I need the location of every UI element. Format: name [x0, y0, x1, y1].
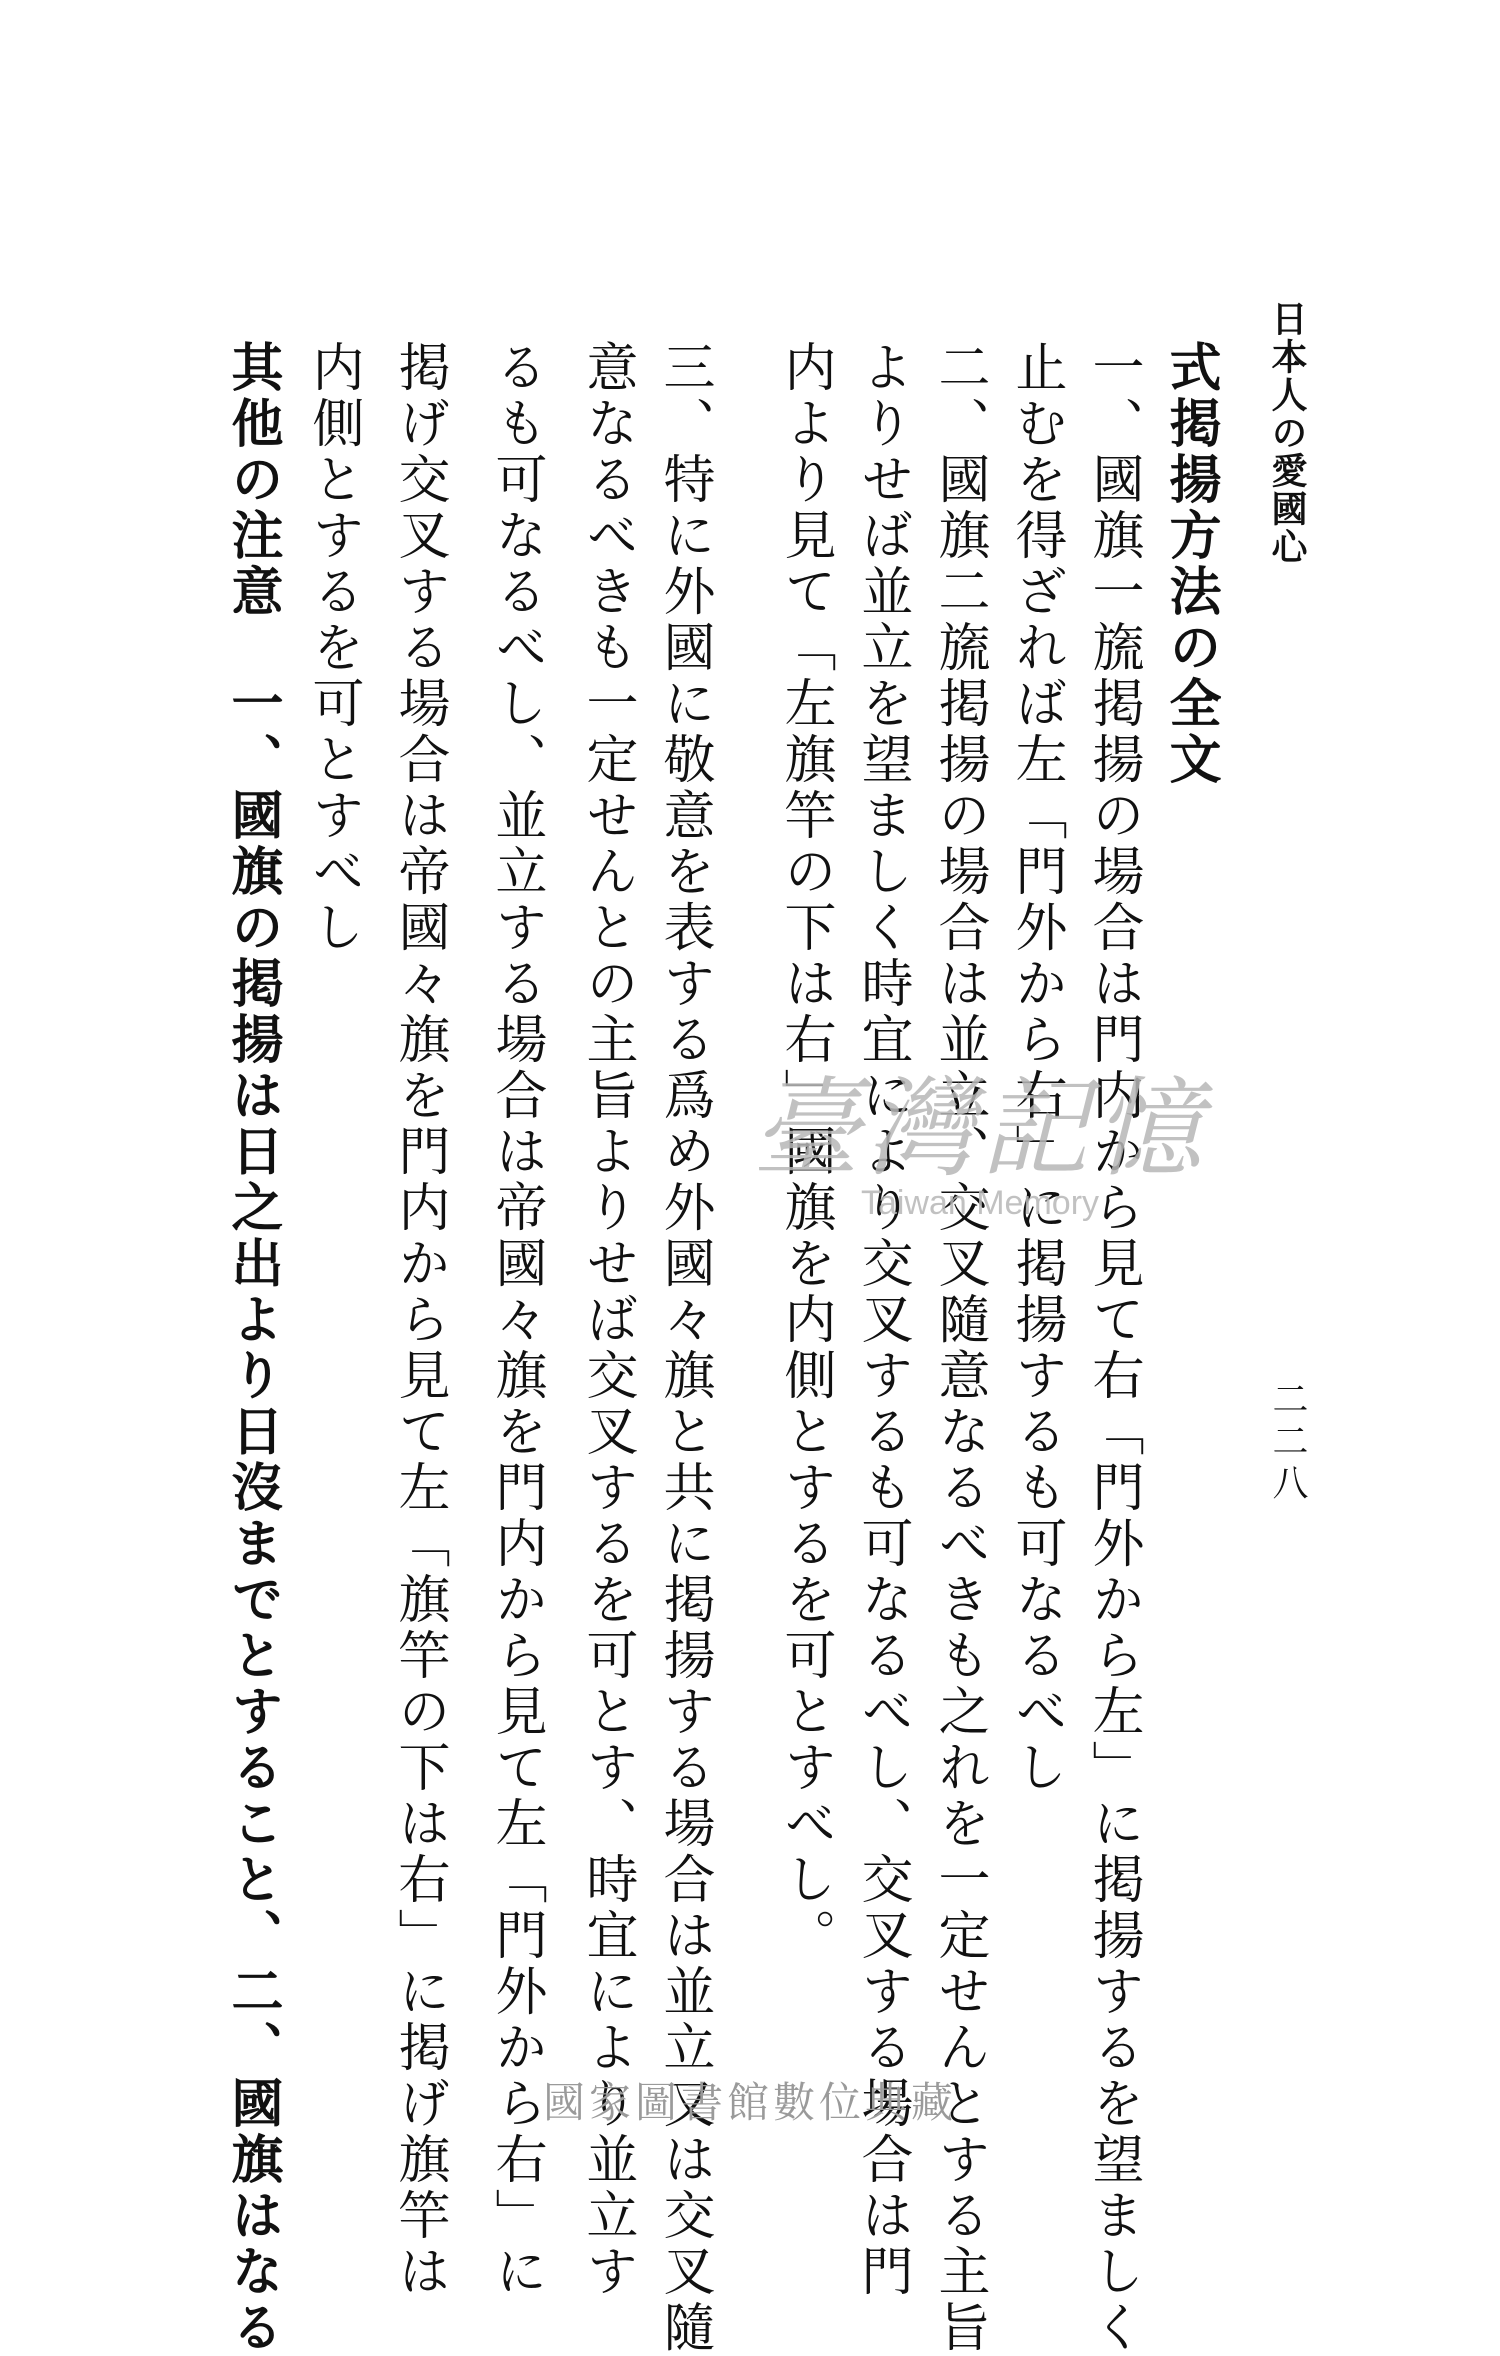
text-column-4: よりせば並立を望ましく時宜により交叉するも可なるべし、交叉する場合は門	[852, 340, 912, 2300]
text-column-3: 二、國旗二旒掲揚の場合は並立、交叉隨意なるべきも之れを一定せんとする主旨	[929, 340, 989, 2356]
text-column-8: るも可なるべし、並立する場合は帝國々旗を門内から見て左「門外から右」に	[486, 340, 546, 2300]
section-heading: 式掲揚方法の全文	[1160, 340, 1221, 788]
text-column-1: 一、國旗一旒掲揚の場合は門内から見て右「門外から左」に掲揚するを望ましく	[1083, 340, 1143, 2356]
notes-column: 其他の注意 一、國旗の掲揚は日之出より日沒までとすること、二、國旗はなる	[222, 340, 283, 2356]
text-column-10: 内側とするを可とすべし	[303, 340, 363, 956]
text-column-5: 内より見て「左旗竿の下は右」國旗を内側とするを可とすべし。	[775, 340, 835, 1964]
watermark	[740, 1067, 1220, 1223]
text-column-7: 意なるべきも一定せんとの主旨よりせば交叉するを可とす、時宜により並立す	[577, 340, 637, 2300]
library-footer: 國家圖書館數位典藏	[542, 2078, 957, 2127]
text-column-9: 掲げ交叉する場合は帝國々旗を門内から見て左「旗竿の下は右」に掲げ旗竿は	[389, 340, 449, 2300]
watermark-english: Taiwan Memory	[860, 1184, 1100, 1222]
watermark-cjk: 臺灣記憶	[751, 1067, 1208, 1192]
running-title: 日本人の愛國心	[1266, 300, 1308, 566]
page-number: 二二八	[1267, 1380, 1308, 1506]
text-column-6: 三、特に外國に敬意を表する爲め外國々旗と共に掲揚する場合は並立又は交叉隨	[654, 340, 714, 2356]
text-column-2: 止むを得ざれば左「門外から右」に掲揚するも可なるべし	[1006, 340, 1066, 1796]
